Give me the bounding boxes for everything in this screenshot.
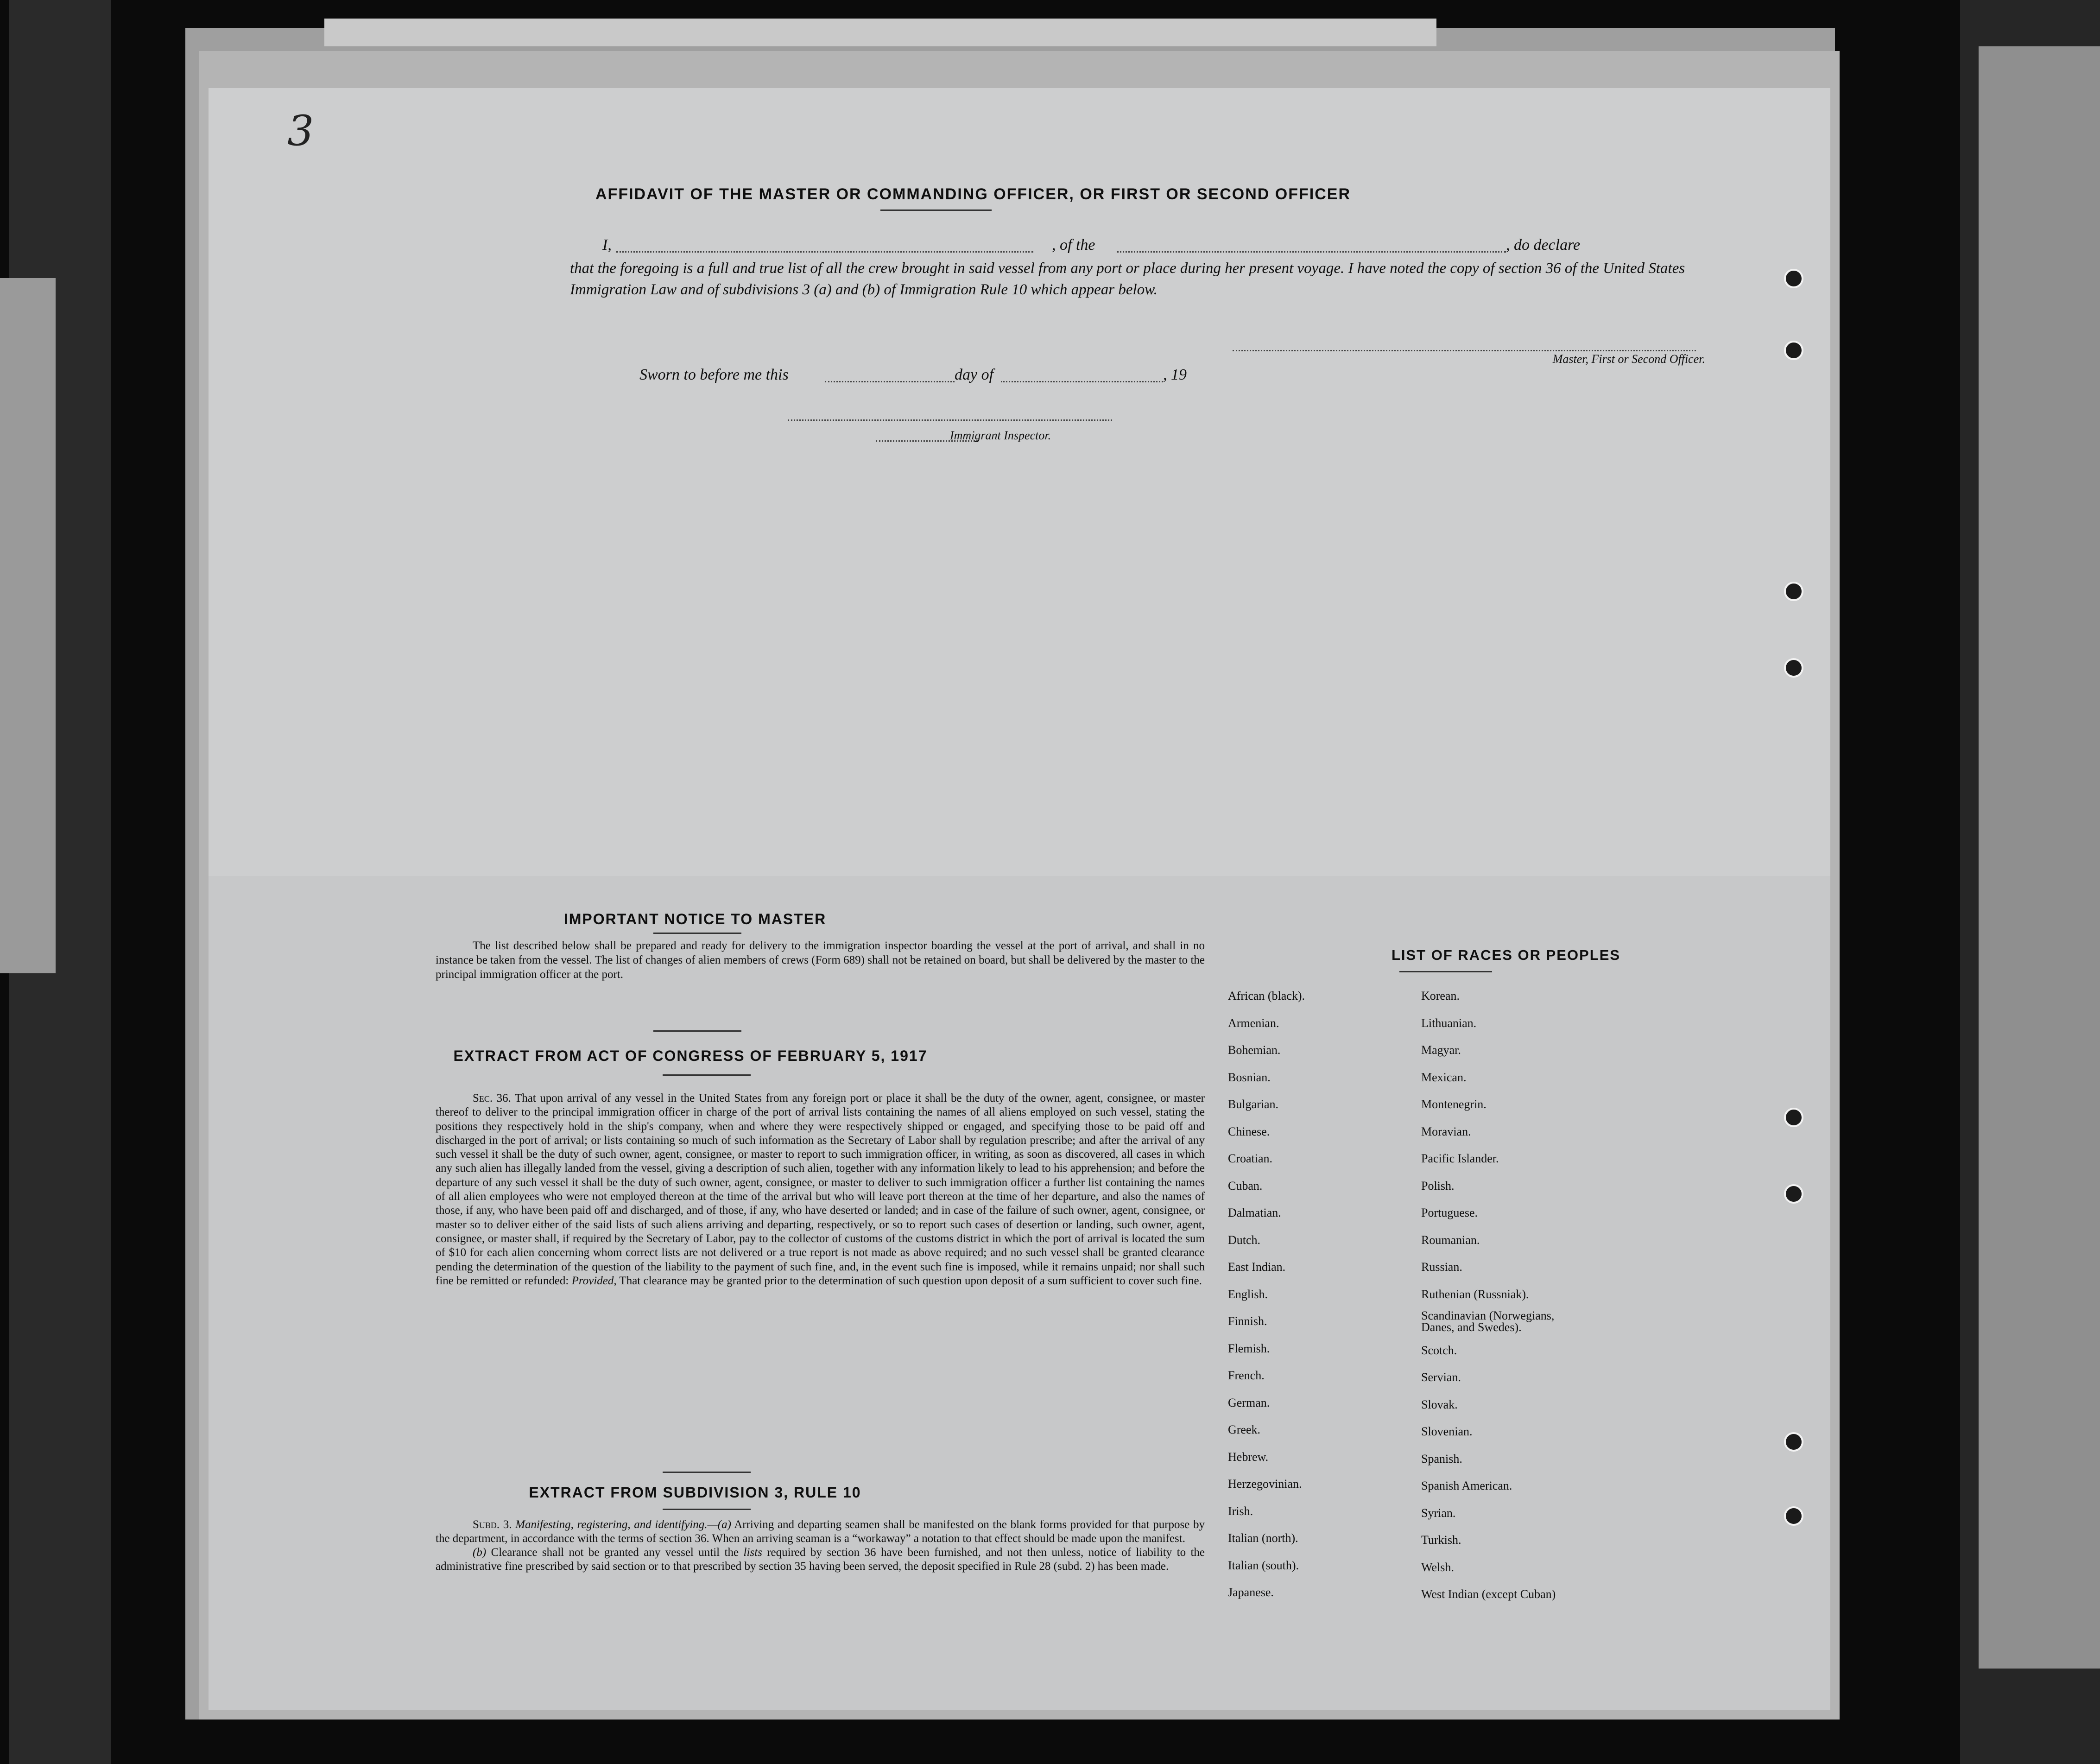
section-36-label: Sec. 36. xyxy=(473,1092,511,1104)
race-item: Turkish. xyxy=(1421,1533,1461,1547)
race-item: East Indian. xyxy=(1228,1260,1286,1274)
race-item: Magyar. xyxy=(1421,1043,1461,1057)
race-item: Herzegovinian. xyxy=(1228,1477,1302,1491)
para-b-marker: (b) xyxy=(473,1546,487,1559)
race-item: Dalmatian. xyxy=(1228,1206,1281,1219)
race-item: Roumanian. xyxy=(1421,1233,1480,1247)
affidavit-body: that the foregoing is a full and true list of all the crew brought in said vessel from any port or place during her present voyage. I have noted the copy of section 36 of the United States Immigration Law and of subdivisions 3 (a) and (b) of Immigration Rule 10 which appear below. xyxy=(570,260,1685,298)
race-item: Finnish. xyxy=(1228,1314,1267,1328)
manifest-page xyxy=(209,88,1830,1710)
race-item: Greek. xyxy=(1228,1423,1261,1436)
race-item: Cuban. xyxy=(1228,1179,1263,1193)
race-item: Bosnian. xyxy=(1228,1070,1271,1084)
notice-title-rule xyxy=(653,933,741,934)
race-item: Ruthenian (Russniak). xyxy=(1421,1287,1529,1301)
inspector-signature-line xyxy=(788,419,1112,421)
affidavit-title: AFFIDAVIT OF THE MASTER OR COMMANDING OFFICER, OR FIRST OR SECOND OFFICER xyxy=(595,185,1351,203)
races-left-column xyxy=(1228,983,1423,1606)
handwritten-page-number: 3 xyxy=(287,107,314,155)
sworn-day-of: day of xyxy=(955,366,994,383)
affidavit-title-rule xyxy=(880,209,992,211)
races-right-column xyxy=(1421,983,1699,1608)
underlying-page-left xyxy=(0,278,56,973)
subdivision-3-para-b xyxy=(436,1546,1205,1574)
race-item: Dutch. xyxy=(1228,1233,1261,1247)
master-signature-label: Master, First or Second Officer. xyxy=(1552,352,1705,366)
notice-end-rule xyxy=(653,1030,741,1032)
section-36-text xyxy=(436,1091,1205,1288)
para-b-text-2: required by section 36 have been furnished, and not then unless, notice of liability to the administrative fine prescribed by said section or to that prescribed by section 35 having been served, the deposit specified in Rule 28 (subd. 2) has been made. xyxy=(436,1546,1205,1573)
race-item: Scandinavian (Norwegians, Danes, and Swedes). xyxy=(1421,1309,1555,1334)
para-b-text-1: Clearance shall not be granted any vessel until the xyxy=(491,1546,739,1559)
underlying-sheet-top xyxy=(324,19,1436,46)
race-item: Russian. xyxy=(1421,1260,1462,1274)
binder-hole xyxy=(1784,1506,1803,1526)
race-item: Hebrew. xyxy=(1228,1450,1269,1464)
race-item: Croatian. xyxy=(1228,1152,1273,1165)
binder-hole xyxy=(1784,1432,1803,1452)
name-blank xyxy=(616,251,1033,253)
race-item: Polish. xyxy=(1421,1179,1455,1193)
binder-hole xyxy=(1784,1108,1803,1127)
underlying-page-right xyxy=(1979,46,2100,1669)
page-upper-area xyxy=(209,88,1830,876)
rule-title-rule xyxy=(663,1509,751,1510)
binder-hole xyxy=(1784,582,1803,601)
section-36-body: That upon arrival of any vessel in the United States from any foreign port or place it shall be the duty of the owner, agent, consignee, or master thereof to deliver to the principal immigration officer in charge of the port of arrival lists containing the names of all aliens employed on such vessel, stating the positions they respectively hold in the ship's company, when and where they were respectively shipped or engaged, and specifying those to be paid off and discharged in the port of arrival; or lists containing so much of such information as the Secretary of Labor shall by regulation prescribe; and after the arrival of any such vessel it shall be the duty of such owner, agent, consignee, or master to report to such immigration officer, in writing, as soon as discovered, all cases in which any such alien has illegally landed from the vessel, giving a description of such alien, together with any information likely to lead to his apprehension; and before the departure of any such vessel it shall be the duty of such owner, agent, consignee, or master to deliver to such immigration officer a further list containing the names of all alien employees who were not employed thereon at the time of the arrival but who will leave port thereon at the time of her departure, and also the names of those, if any, who have been paid off and discharged, and of those, if any, who have deserted or landed; and in case of the failure of such owner, agent, consignee, or master so to deliver either of the said lists of such aliens arriving and departing, respectively, or so to report such cases of desertion or landing, such owner, agent, consignee, or master shall, if required by the Secretary of Labor, pay to the collector of customs of the customs district in which the port of arrival is located the sum of $10 for each alien concerning whom correct lists are not delivered or a true report is not made as above required; and no such vessel shall be granted clearance pending the determination of the question of the liability to the payment of such fine, and, in the event such fine is imposed, while it remains unpaid; nor shall such fine be remitted or refunded: xyxy=(436,1092,1205,1287)
notice-title: IMPORTANT NOTICE TO MASTER xyxy=(563,911,827,927)
master-signature-line xyxy=(1233,350,1696,351)
subd-label: Subd. 3. xyxy=(473,1518,512,1531)
race-item: Spanish American. xyxy=(1421,1479,1512,1492)
sworn-day-blank xyxy=(825,381,955,382)
vessel-blank xyxy=(1117,251,1506,253)
binder-hole xyxy=(1784,269,1803,288)
race-item: French. xyxy=(1228,1369,1265,1382)
race-item: Servian. xyxy=(1421,1371,1461,1384)
races-title: LIST OF RACES OR PEOPLES xyxy=(1391,947,1621,963)
race-item: Korean. xyxy=(1421,989,1460,1003)
sworn-month-blank xyxy=(1001,381,1163,382)
affidavit-do-declare: , do declare xyxy=(1506,236,1581,254)
notice-body: The list described below shall be prepared and ready for delivery to the immigration inspector boarding the vessel at the port of arrival, and shall in no instance be taken from the vessel. The list of changes of alien members of crews (Form 689) shall not be retained on board, but shall be delivered by the master to the principal immigration officer at the port. xyxy=(436,939,1205,981)
race-item: Italian (north). xyxy=(1228,1531,1298,1545)
subd-heading: Manifesting, registering, and identifying. xyxy=(515,1518,708,1531)
race-item: Pacific Islander. xyxy=(1421,1152,1499,1165)
race-item: Welsh. xyxy=(1421,1560,1454,1574)
race-item: English. xyxy=(1228,1287,1268,1301)
race-item: Bulgarian. xyxy=(1228,1098,1279,1111)
affidavit-of-the: , of the xyxy=(1052,236,1095,254)
act-extract-title: EXTRACT FROM ACT OF CONGRESS OF FEBRUARY 5, 1917 xyxy=(453,1047,928,1064)
binder-hole xyxy=(1784,341,1803,360)
inspector-label: Immigrant Inspector. xyxy=(950,429,1051,442)
race-item: Armenian. xyxy=(1228,1016,1279,1030)
race-item: Japanese. xyxy=(1228,1586,1274,1599)
race-item: Montenegrin. xyxy=(1421,1098,1486,1111)
subdivision-3-para-a xyxy=(436,1518,1205,1546)
act-end-rule xyxy=(663,1472,751,1473)
race-item: Mexican. xyxy=(1421,1070,1467,1084)
section-36-tail: That clearance may be granted prior to the determination of such question upon deposit of a sum sufficient to cover such fine. xyxy=(619,1274,1202,1287)
sworn-year: , 19 xyxy=(1163,366,1187,383)
rule-extract-title: EXTRACT FROM SUBDIVISION 3, RULE 10 xyxy=(529,1484,861,1501)
race-item: German. xyxy=(1228,1396,1270,1409)
race-item: Slovenian. xyxy=(1421,1425,1473,1438)
race-item: Scotch. xyxy=(1421,1343,1457,1357)
para-b-lists: lists xyxy=(743,1546,762,1559)
race-item: Bohemian. xyxy=(1228,1043,1281,1057)
sworn-prefix: Sworn to before me this xyxy=(639,366,789,383)
race-item: Portuguese. xyxy=(1421,1206,1478,1219)
race-item: Syrian. xyxy=(1421,1506,1456,1520)
race-item: Spanish. xyxy=(1421,1452,1462,1466)
para-a-marker: —(a) xyxy=(707,1518,731,1531)
act-title-rule xyxy=(663,1074,751,1076)
race-item: Moravian. xyxy=(1421,1124,1471,1138)
race-item: Slovak. xyxy=(1421,1397,1458,1411)
race-item: Flemish. xyxy=(1228,1341,1270,1355)
race-item: Lithuanian. xyxy=(1421,1016,1477,1030)
race-item: Italian (south). xyxy=(1228,1558,1299,1572)
race-item: African (black). xyxy=(1228,989,1305,1003)
binder-hole xyxy=(1784,1184,1803,1204)
provided-word: Provided, xyxy=(571,1274,617,1287)
race-item: West Indian (except Cuban) xyxy=(1421,1587,1556,1601)
affidavit-i: I, xyxy=(602,236,612,254)
race-item: Chinese. xyxy=(1228,1124,1270,1138)
para-a-text: Arriving and departing seamen shall be manifested on the blank forms provided for that purpose by the department, in accordance with the terms of section 36. When an arriving seaman is a “workaway” a notation to that effect should be made upon the manifest. xyxy=(436,1518,1205,1545)
subdivision-3-text xyxy=(436,1518,1205,1574)
races-title-rule xyxy=(1399,971,1492,972)
binder-hole xyxy=(1784,658,1803,678)
race-item: Irish. xyxy=(1228,1504,1253,1518)
